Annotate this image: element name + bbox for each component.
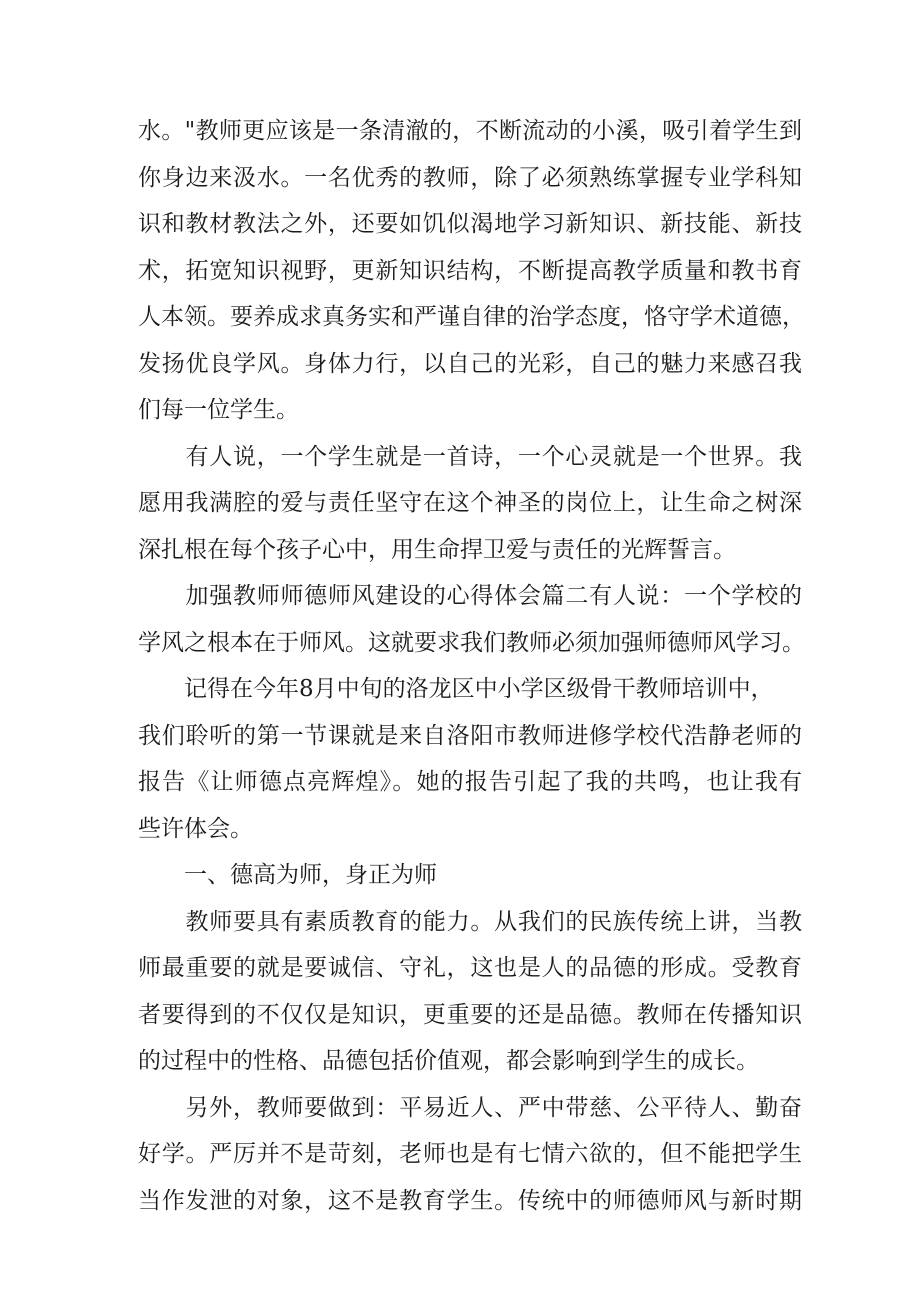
text-line: 有人说，一个学生就是一首诗，一个心灵就是一个世界。我 xyxy=(138,443,802,470)
text-line: 记得在今年8月中旬的洛龙区中小学区级骨干教师培训中， xyxy=(138,676,774,702)
text-line: 些许体会。 xyxy=(138,815,253,842)
text-line: 愿用我满腔的爱与责任坚守在这个神圣的岗位上，让生命之树深 xyxy=(138,490,802,516)
text-line: 深扎根在每个孩子心中，用生命捍卫爱与责任的光辉誓言。 xyxy=(138,536,736,563)
text-line: 我们聆听的第一节课就是来自洛阳市教师进修学校代浩静老师的 xyxy=(138,722,802,749)
text-line: 报告《让师德点亮辉煌》。她的报告引起了我的共鸣，也让我有 xyxy=(138,769,802,795)
text-line: 识和教材教法之外，还要如饥似渴地学习新知识、新技能、新技 xyxy=(138,211,802,237)
text-line: 术，拓宽知识视野，更新知识结构，不断提高教学质量和教书育 xyxy=(138,257,802,284)
text-line: 加强教师师德师风建设的心得体会篇二有人说：一个学校的 xyxy=(138,583,802,609)
text-line: 好学。严厉并不是苛刻，老师也是有七情六欲的，但不能把学生 xyxy=(138,1141,802,1167)
text-line: 学风之根本在于师风。这就要求我们教师必须加强师德师风学习。 xyxy=(138,629,805,656)
text-line: 发扬优良学风。身体力行，以自己的光彩，自己的魅力来感召我 xyxy=(138,350,802,377)
body-text xyxy=(138,108,805,1224)
text-line: 你身边来汲水。一名优秀的教师，除了必须熟练掌握专业学科知 xyxy=(138,164,802,191)
text-line: 人本领。要养成求真务实和严谨自律的治学态度，恪守学术道德， xyxy=(138,304,805,330)
text-line: 另外，教师要做到：平易近人、严中带慈、公平待人、勤奋 xyxy=(138,1094,802,1121)
text-line: 水。"教师更应该是一条清澈的，不断流动的小溪，吸引着学生到 xyxy=(138,118,802,144)
text-line: 的过程中的性格、品德包括价值观，都会影响到学生的成长。 xyxy=(138,1048,759,1074)
text-line: 当作发泄的对象，这不是教育学生。传统中的师德师风与新时期 xyxy=(138,1187,802,1214)
section-heading: 一、德高为师，身正为师 xyxy=(138,862,437,888)
text-line: 教师要具有素质教育的能力。从我们的民族传统上讲，当教 xyxy=(138,908,802,935)
text-line: 们每一位学生。 xyxy=(138,397,299,423)
text-line: 者要得到的不仅仅是知识，更重要的还是品德。教师在传播知识 xyxy=(138,1001,802,1028)
text-line: 师最重要的就是要诚信、守礼，这也是人的品德的形成。受教育 xyxy=(138,955,802,981)
